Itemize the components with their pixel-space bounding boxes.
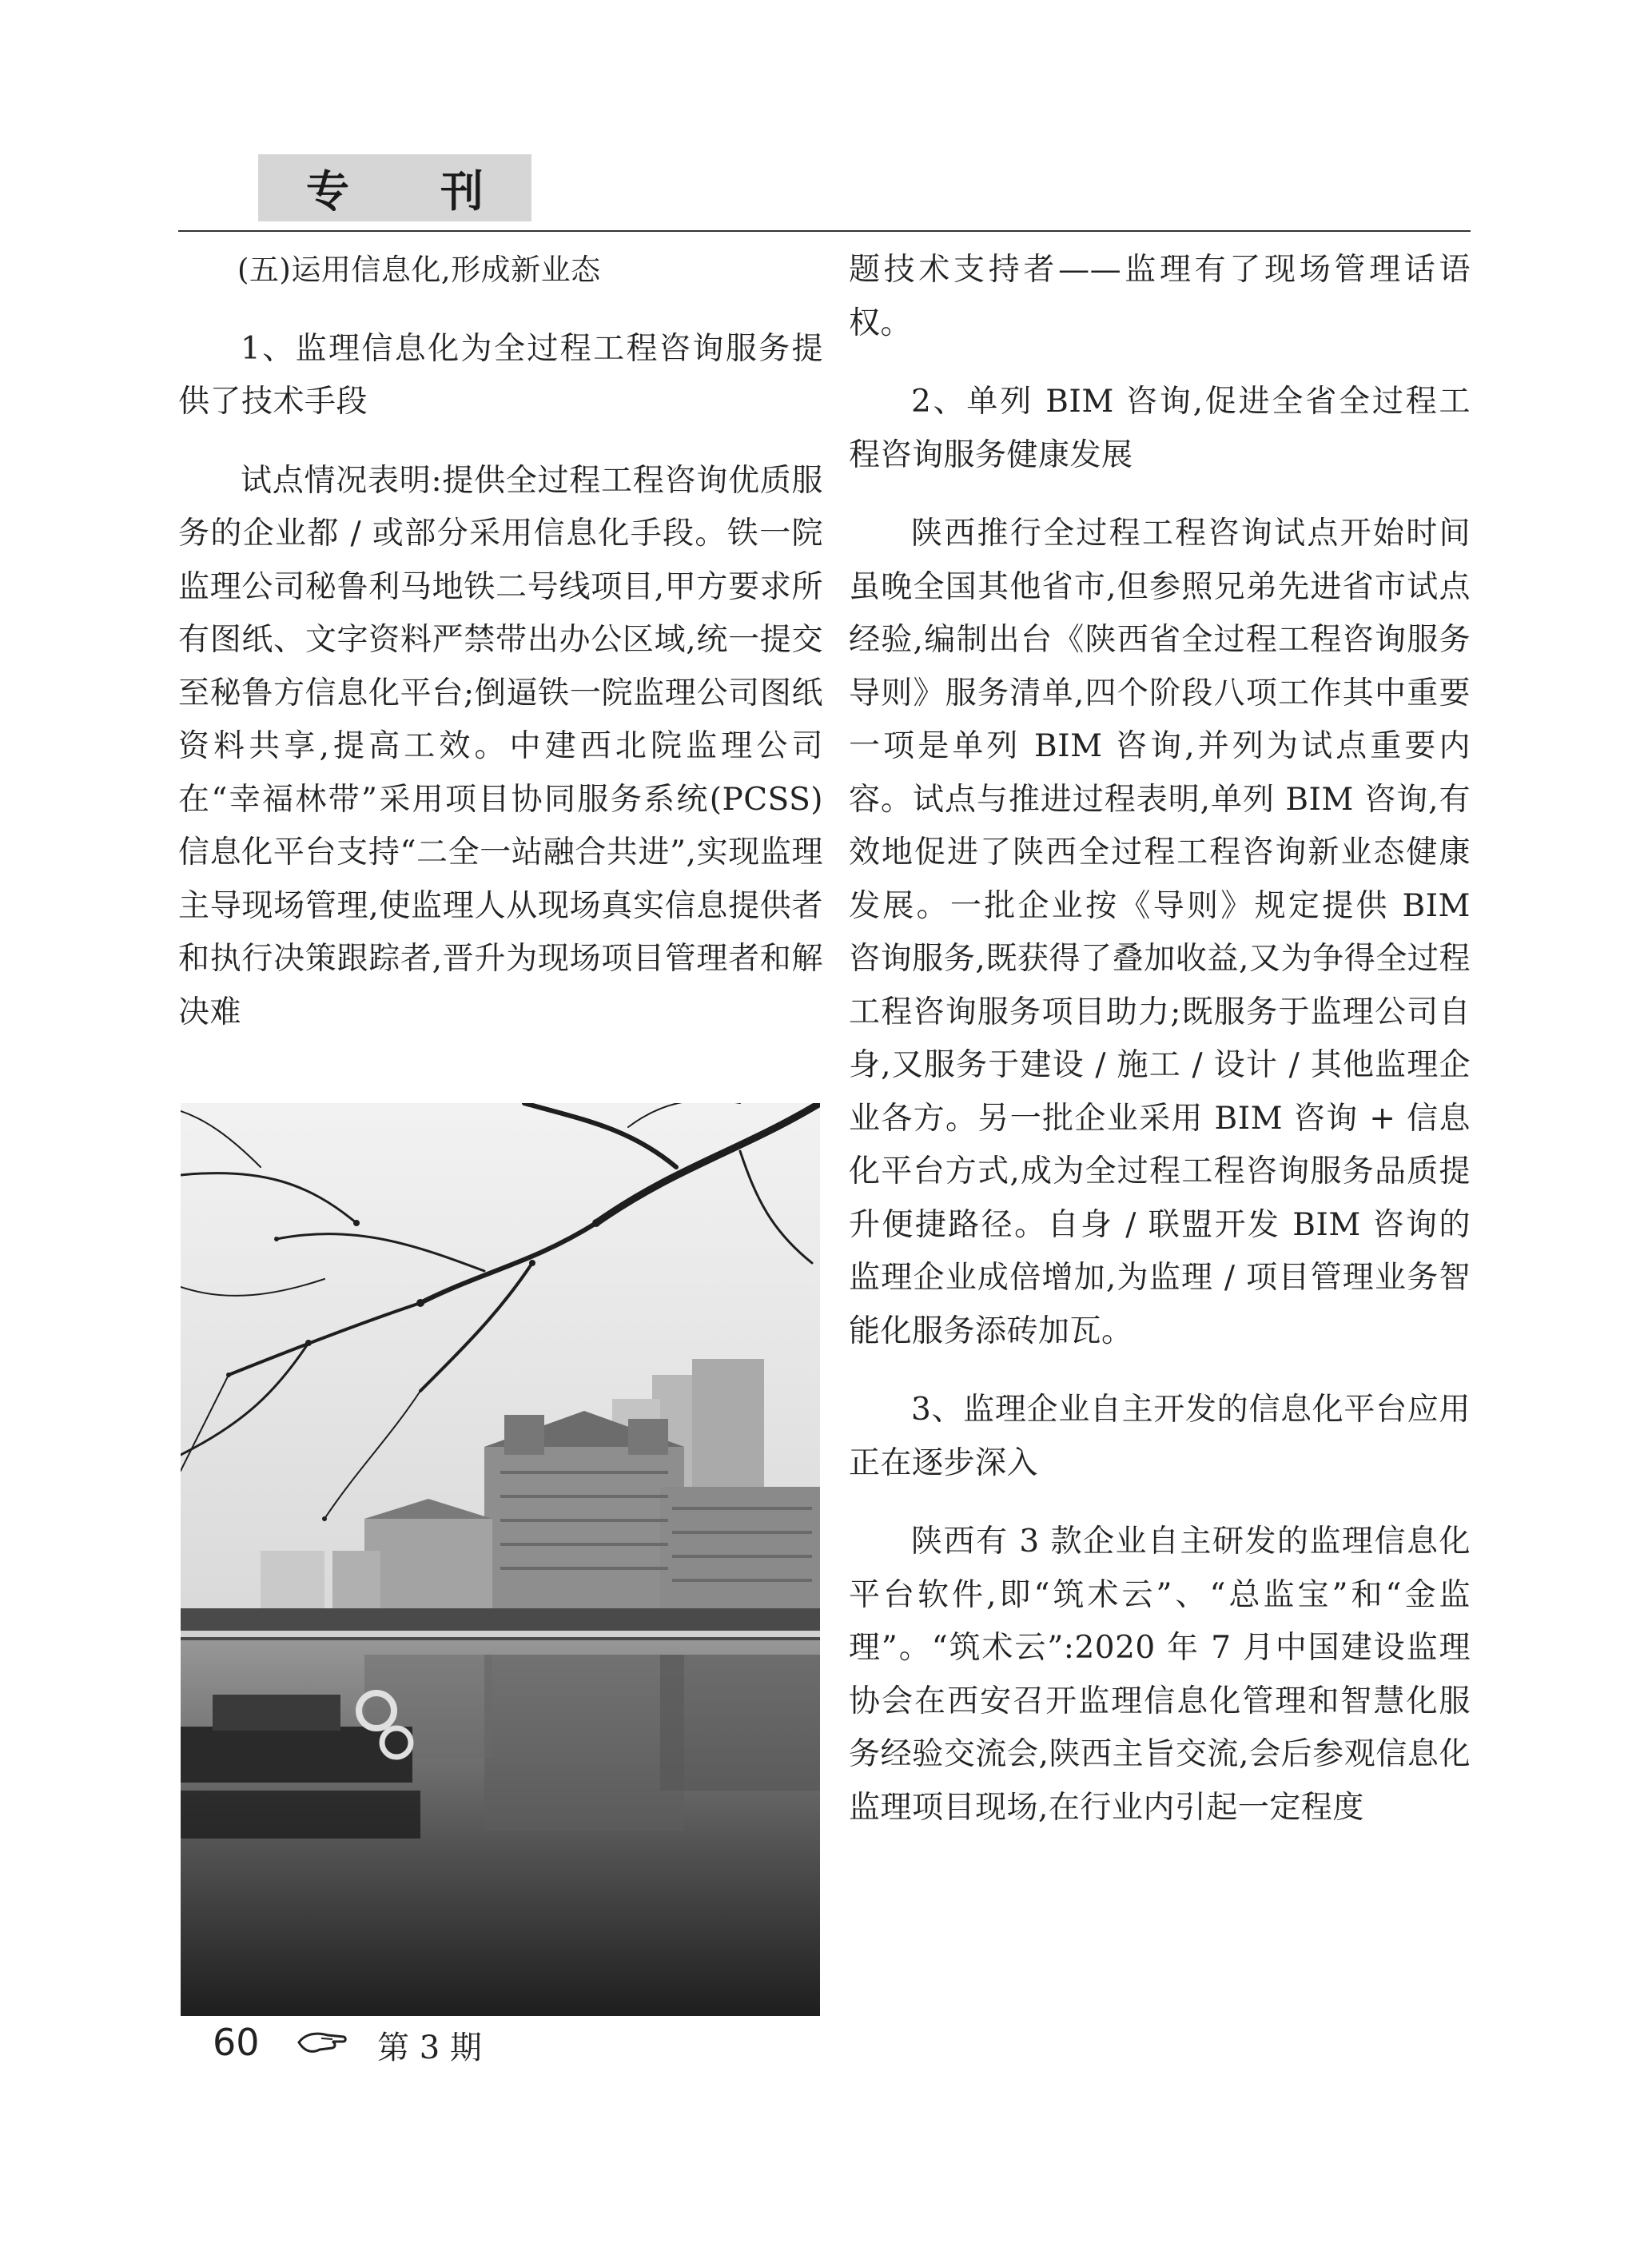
section-tab-char-2: 刊 — [440, 165, 484, 217]
left-column — [178, 244, 823, 1065]
item1-heading: 1、监理信息化为全过程工程咨询服务提供了技术手段 — [178, 330, 823, 420]
issue-label: 第 3 期 — [377, 2030, 482, 2066]
page-number: 60 — [213, 2021, 260, 2064]
right-column — [849, 244, 1471, 1860]
pointing-hand-icon — [297, 2029, 347, 2056]
item2-body: 陕西推行全过程工程咨询试点开始时间虽晚全国其他省市,但参照兄弟先进省市试点经验,编制出台《陕西省全过程工程咨询服务导则》服务清单,四个阶段八项工作其中重要一项是单列 BIM 咨询,并列为试点重要内容。试点与推进过程表明,单列 BIM 咨询,有效地促进了陕西全过程工程咨询新业态健康发展。一批企业按《导则》规定提供 BIM 咨询服务,既获得了叠加收益,又为争得全过程工程咨询服务项目助力;既服务于监理公司自身,又服务于建设 / 施工 / 设计 / 其他监理企业各方。另一批企业采用 BIM 咨询 + 信息化平台方式,成为全过程工程咨询服务品质提升便捷路径。自身 / 联盟开发 BIM 咨询的监理企业成倍增加,为监理 / 项目管理业务智能化服务添砖加瓦。 — [849, 516, 1471, 1349]
section-tab — [258, 154, 531, 221]
section-subheading: (五)运用信息化,形成新业态 — [237, 253, 601, 287]
item1-continuation: 题技术支持者——监理有了现场管理话语权。 — [849, 252, 1471, 341]
header-divider — [178, 230, 1471, 232]
item3-body: 陕西有 3 款企业自主研发的监理信息化平台软件,即“筑术云”、“总监宝”和“金监理”。“筑术云”:2020 年 7 月中国建设监理协会在西安召开监理信息化管理和智慧化服务经验交流会,陕西主旨交流,会后参观信息化监理项目现场,在行业内引起一定程度 — [849, 1524, 1471, 1826]
canal-city-photo — [181, 1103, 820, 2016]
item2-heading: 2、单列 BIM 咨询,促进全省全过程工程咨询服务健康发展 — [849, 384, 1471, 473]
item1-body: 试点情况表明:提供全过程工程咨询优质服务的企业都 / 或部分采用信息化手段。铁一院监理公司秘鲁利马地铁二号线项目,甲方要求所有图纸、文字资料严禁带出办公区域,统一提交至秘鲁方信息化平台;倒逼铁一院监理公司图纸资料共享,提高工效。中建西北院监理公司在“幸福林带”采用项目协同服务系统(PCSS)信息化平台支持“二全一站融合共进”,实现监理主导现场管理,使监理人从现场真实信息提供者和执行决策跟踪者,晋升为现场项目管理者和解决难 — [178, 462, 823, 1030]
section-tab-char-1: 专 — [306, 165, 349, 217]
item3-heading: 3、监理企业自主开发的信息化平台应用正在逐步深入 — [849, 1392, 1471, 1481]
